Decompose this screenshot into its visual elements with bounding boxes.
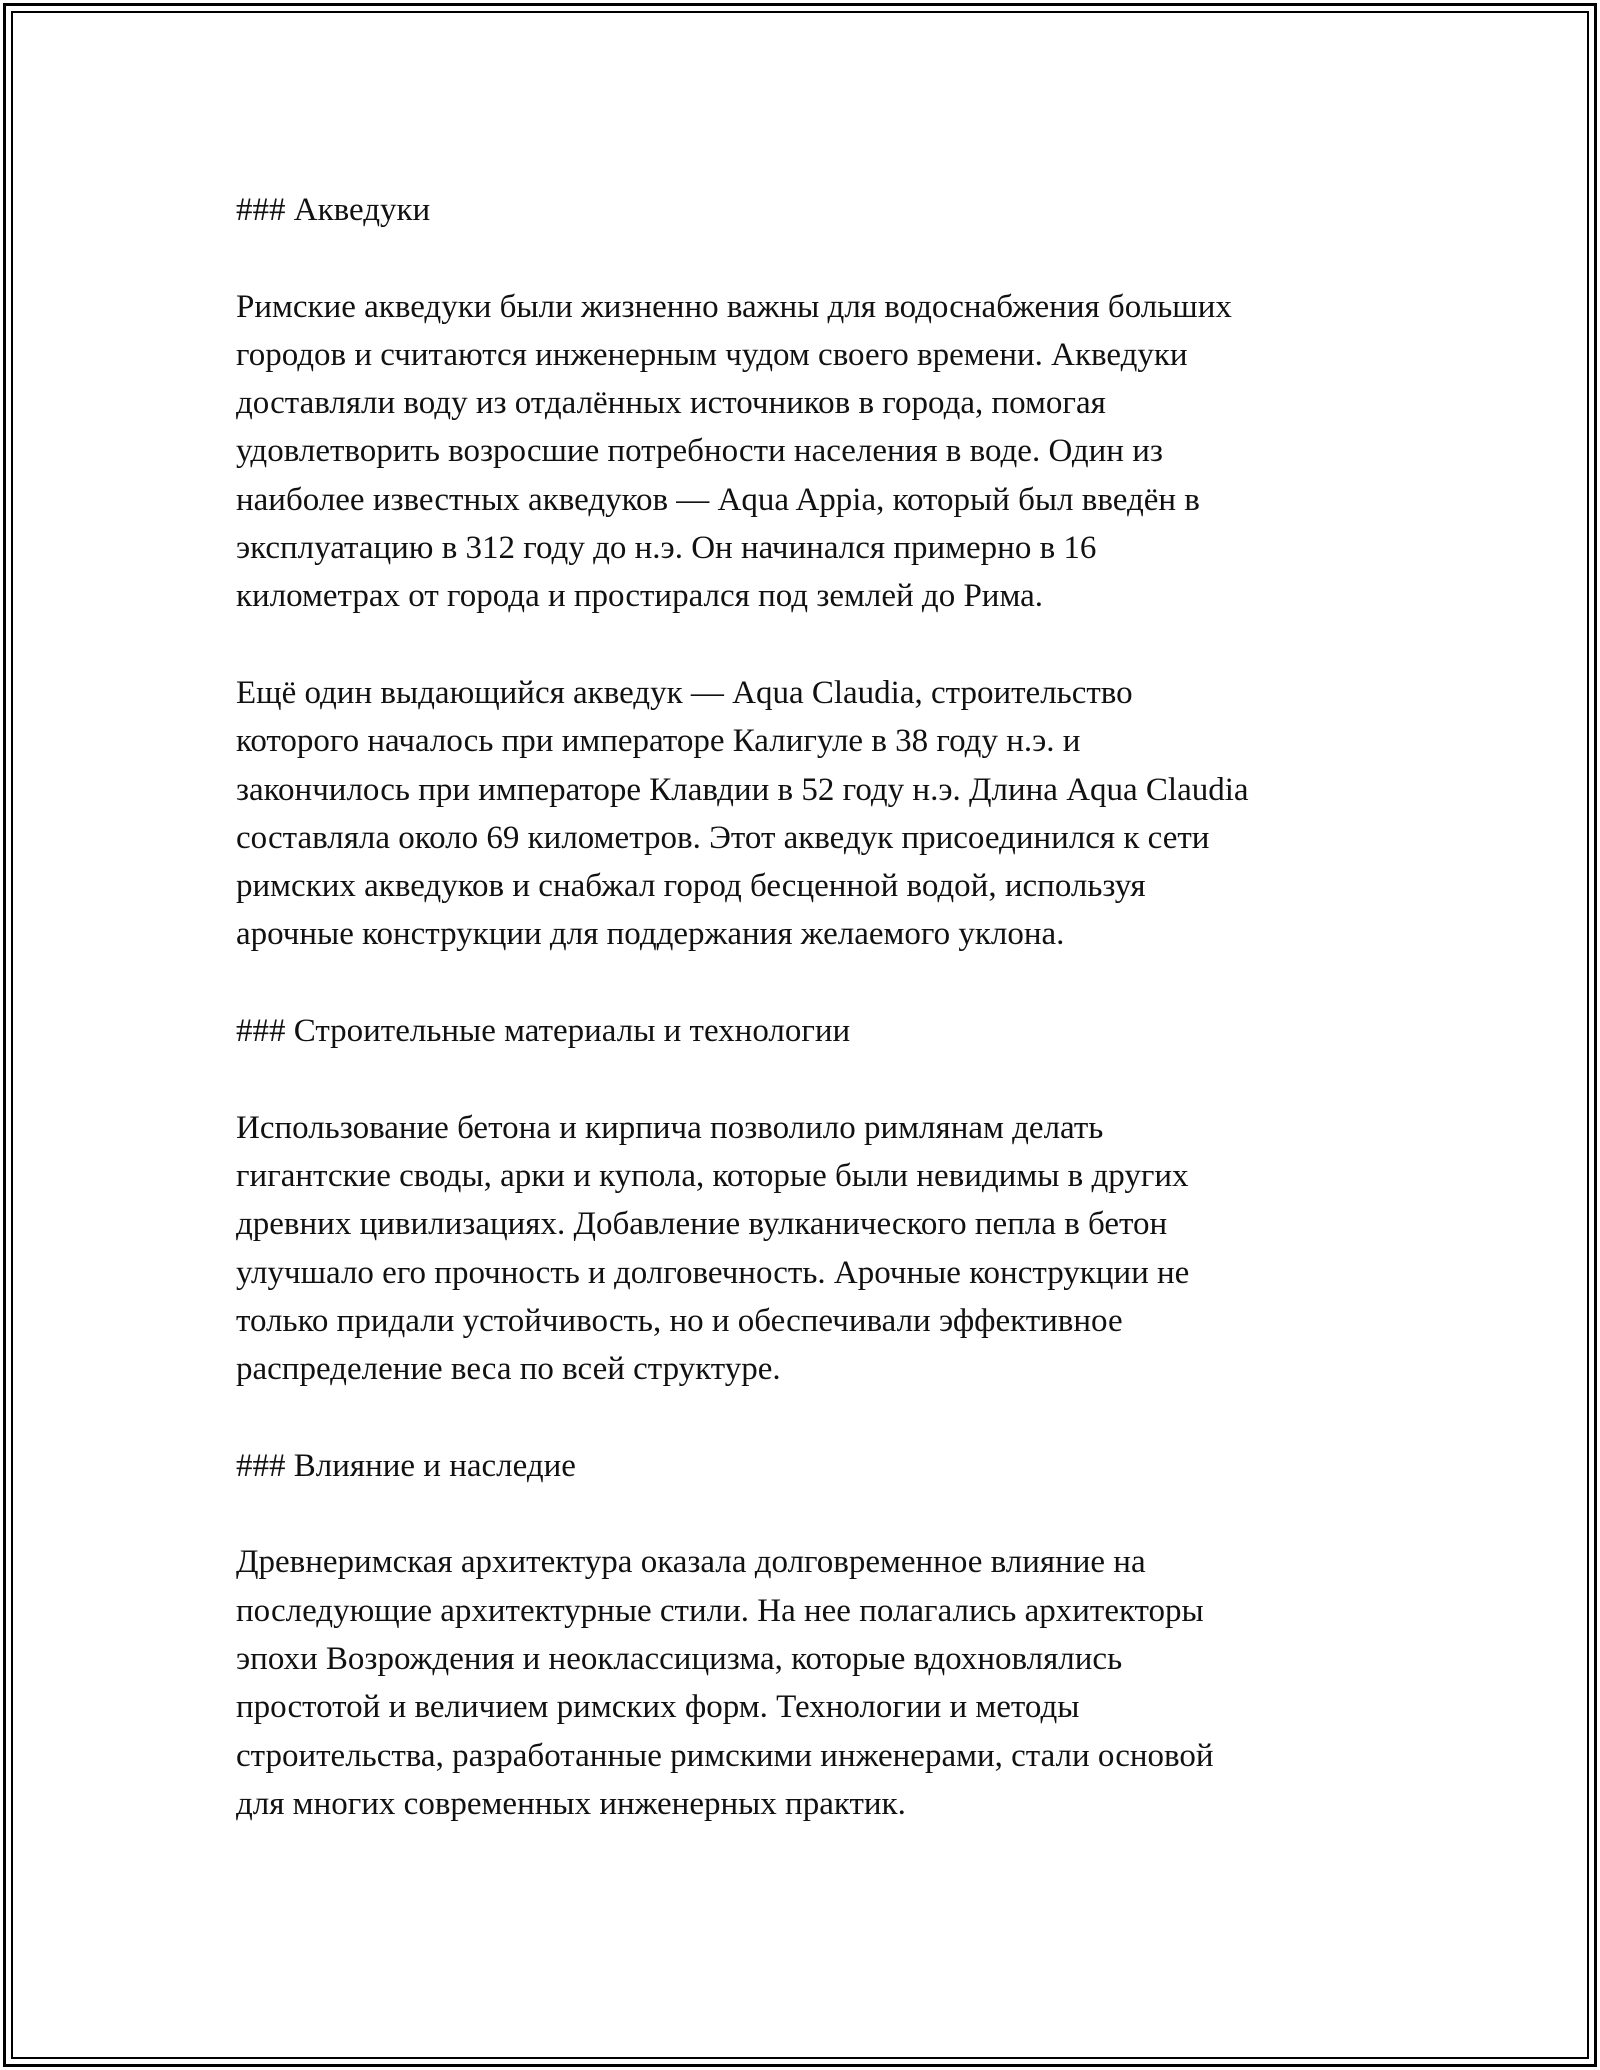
text-line: гигантские своды, арки и купола, которые были невидимы в других: [236, 1157, 1189, 1194]
text-line: Римские акведуки были жизненно важны для водоснабжения больших: [236, 288, 1232, 325]
text-line: простотой и величием римских форм. Технологии и методы: [236, 1689, 1080, 1726]
text-line: последующие архитектурные стили. На нее полагались архитекторы: [236, 1592, 1204, 1629]
text-line: древних цивилизациях. Добавление вулканического пепла в бетон: [236, 1206, 1168, 1243]
paragraph-materials: [236, 1104, 1386, 1394]
text-line: наиболее известных акведуков — Aqua Appia, который был введён в: [236, 481, 1200, 518]
text-line: только придали устойчивость, но и обеспечивали эффективное: [236, 1302, 1123, 1339]
heading-legacy: ### Влияние и наследие: [236, 1447, 576, 1484]
text-line: Ещё один выдающийся акведук — Aqua Claudia, строительство: [236, 674, 1133, 711]
text-line: строительства, разработанные римскими инженерами, стали основой: [236, 1737, 1214, 1774]
text-line: арочные конструкции для поддержания желаемого уклона.: [236, 916, 1065, 953]
text-line: эпохи Возрождения и неоклассицизма, которые вдохновлялись: [236, 1640, 1123, 1677]
text-line: доставляли воду из отдалённых источников в города, помогая: [236, 385, 1106, 422]
heading-aqueducts: ### Акведуки: [236, 192, 431, 228]
text-line: городов и считаются инженерным чудом своего времени. Акведуки: [236, 336, 1188, 373]
text-line: удовлетворить возросшие потребности населения в воде. Один из: [236, 433, 1163, 470]
text-line: распределение веса по всей структуре.: [236, 1351, 781, 1388]
text-line: улучшало его прочность и долговечность. Арочные конструкции не: [236, 1254, 1190, 1291]
text-line: Использование бетона и кирпича позволило римлянам делать: [236, 1109, 1104, 1146]
paragraph-legacy: [236, 1538, 1386, 1828]
heading-materials: ### Строительные материалы и технологии: [236, 1013, 851, 1050]
text-line: закончилось при императоре Клавдии в 52 году н.э. Длина Aqua Claudia: [236, 771, 1249, 808]
text-line: для многих современных инженерных практик.: [236, 1785, 906, 1822]
text-line: которого началось при императоре Калигуле в 38 году н.э. и: [236, 723, 1081, 760]
paragraph-aqua-claudia: [236, 669, 1386, 959]
text-line: эксплуатацию в 312 году до н.э. Он начинался примерно в 16: [236, 530, 1097, 567]
text-line: римских акведуков и снабжал город бесценной водой, используя: [236, 868, 1146, 905]
document-body: [236, 186, 1386, 1876]
text-line: километрах от города и простирался под землей до Рима.: [236, 578, 1044, 615]
text-line: Древнеримская архитектура оказала долговременное влияние на: [236, 1544, 1146, 1581]
text-line: составляла около 69 километров. Этот акведук присоединился к сети: [236, 819, 1210, 856]
paragraph-aqueducts-intro: [236, 283, 1386, 621]
